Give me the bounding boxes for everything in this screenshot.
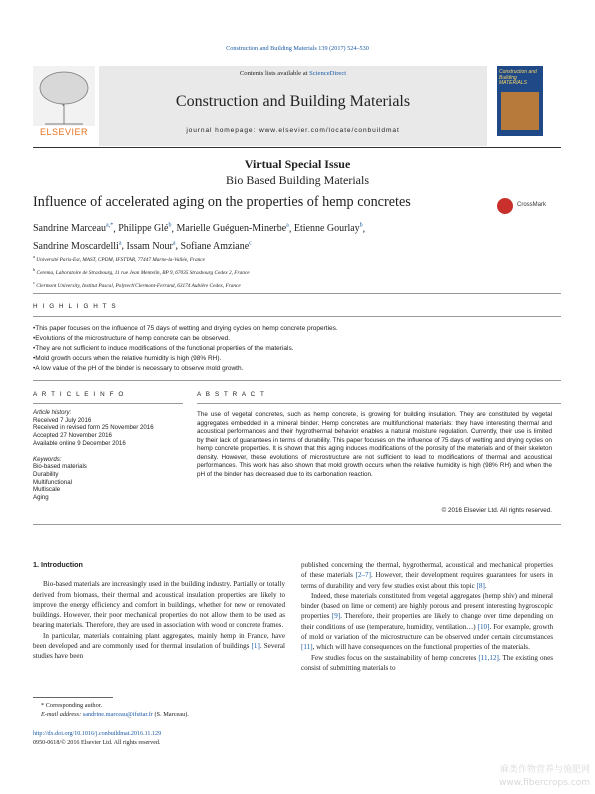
doi-block [33,730,293,747]
footnote-rule [33,697,113,698]
divider [33,403,183,404]
doi-link[interactable]: http://dx.doi.org/10.1016/j.conbuildmat.2016.11.129 [33,731,162,737]
journal-cover [497,66,543,136]
author[interactable]: Issam Nour$^a$ [126,240,176,252]
section-heading: 1. Introduction [33,560,83,569]
email-label: E-mail address: [41,711,83,718]
contents-available [99,70,487,77]
citation-link[interactable]: [1] [251,642,260,651]
abstract-heading: A B S T R A C T [197,391,266,398]
citation-link[interactable]: [11] [301,643,313,652]
paragraph: Bio-based materials are increasingly used in the building industry. Partially or totally derived from biomass, their thermal and acoustical insulation properties are likely to improve the energy efficiency and comfort in buildings, whether for new or renovated buildings. However, their poor mechanical properties do not allow them to be used as bearing materials. Therefore, they are used in association with wood or concrete frames. [33,580,285,630]
keyword: Bio-based materials [33,463,87,471]
homepage-prefix: journal homepage: [186,127,259,134]
watermark: 麻类作物营养与施肥网 www.fibercrops.com [499,765,590,788]
special-issue-subtitle: Bio Based Building Materials [226,173,369,187]
article-title: Influence of accelerated aging on the properties of hemp concretes [33,194,411,210]
history-item: Received 7 July 2016 [33,416,92,424]
highlights-list [33,324,561,374]
body-right-column [301,560,553,673]
paragraph: Few studies focus on the sustainability of hemp concretes [11,12]. The existing ones consist of submitting materials to [301,653,553,672]
divider [197,403,561,404]
keyword: Multifunctional [33,478,72,486]
keyword: Aging [33,494,49,502]
highlight-item: • Evolutions of the microstructure of hemp concrete can be observed. [33,334,561,344]
abstract-copyright: © 2016 Elsevier Ltd. All rights reserved. [441,507,552,514]
history-item: Available online 9 December 2016 [33,439,126,447]
affiliation: $^a$ Université Paris-Est, MAST, CPDM, IFSTTAR, 77447 Marne-la-Vallée, France [33,254,205,263]
keywords-label: Keywords: [33,455,62,463]
cover-title: Construction and Building MATERIALS [499,69,537,87]
body-left-column [33,560,285,662]
author[interactable]: Philippe Glé$^b$ [118,223,172,235]
header-rule [33,147,561,148]
rights-statement: 0950-0618/© 2016 Elsevier Ltd. All rights reserved. [33,739,161,746]
citation-link[interactable]: [2–7] [355,571,371,580]
article-info [33,409,173,502]
citation-link[interactable]: [11,12] [478,653,499,662]
author[interactable]: Marielle Guéguen-Minerbe$^a$ [176,223,289,235]
paragraph: Indeed, these materials constituted from vegetal aggregates (hemp shiv) and mineral binder (based on lime or cement) are highly porous and present interesting hygroscopic properties [9]. Therefore, their properties are likely to change over time depending on their conditions of use (temperature, humidity, ventilation…) [10]. For example, growth of mold or variation of the microstructure can be observed under certain circumstances [11], which will have consequences on the functional properties of the materials. [301,591,554,652]
highlights-heading: H I G H L I G H T S [33,303,118,310]
crossmark-label: CrossMark [517,202,547,208]
sciencedirect-link[interactable]: ScienceDirect [309,70,347,77]
history-label: Article history: [33,409,72,416]
paragraph: In particular, materials containing plant aggregates, mainly hemp in France, have been developed and are commonly used for thermal insulation of buildings [1]. Several studies have been [33,631,285,661]
author-list: Sandrine Marceau$^{a,*}$, Philippe Glé$^b$, Marielle Guéguen-Minerbe$^a$, Etienne Gourlay$^b$, Sandrine Moscardelli$^a$, Issam Nour$^a$, Sofiane Amziane$^c$ [33,223,366,252]
divider [33,316,561,317]
contents-prefix: Contents lists available at [239,70,310,77]
journal-homepage [99,127,487,134]
paragraph: published concerning the thermal, hygrothermal, acoustical and mechanical properties of these materials [2–7]. However, their development requires guarantees for users in terms of durability and very few studies exist about this topic [8]. [301,561,553,590]
highlight-item: • This paper focuses on the influence of 75 days of wetting and drying cycles on hemp concrete properties. [33,324,561,334]
crossmark-badge[interactable] [497,198,557,216]
journal-citation: Construction and Building Materials 139 (2017) 524–530 [226,45,369,52]
history-item: Received in revised form 25 November 2016 [33,424,154,432]
affiliation: $^c$ Clermont University, Institut Pascal, Polytech'Clermont-Ferrand, 63174 Aubière Cedex, France [33,279,241,289]
author[interactable]: Etienne Gourlay$^b$ [293,223,363,235]
divider [33,293,561,294]
history-item: Accepted 27 November 2016 [33,432,112,440]
author[interactable]: Sandrine Moscardelli$^a$ [33,240,122,252]
article-info-heading: A R T I C L E I N F O [33,391,125,398]
divider [33,380,561,381]
email-link[interactable]: sandrine.marceau@ifsttar.fr [82,711,153,718]
elsevier-tree-logo [33,66,95,126]
abstract-text: The use of vegetal concretes, such as hemp concrete, is growing for building insulation. They are constituted by vegetal aggregates embedded in a mineral binder. Hemp concretes are multifunctional materials: they have interesting thermal and acoustical performances and their hygrothermal behavior enables a natural moisture regulation. Currently, their use is limited by their lack of guarantees in terms of durability. This paper focuses on the influence of 75 days of wetting and drying cycles on hemp concrete properties. It is shown that this aging induces modifications of the porosity of the materials and of their skeleton density. However, these evolutions of microstructure are not sufficient to lead to modifications of thermal and acoustical performances. This work has also shown that mold growth occurs when the relative humidity is high (98% RH) and when the pH of the binder has decreased due to its carbonation reaction. [197,411,552,478]
cover-image [501,92,539,130]
citation-link[interactable]: [9] [331,612,341,621]
keyword: Durability [33,470,59,478]
citation-link[interactable]: [8] [476,581,485,590]
special-issue-title: Virtual Special Issue [244,157,351,171]
author[interactable]: Sofiane Amziane$^c$ [180,240,252,252]
crossmark-icon [497,198,513,214]
highlight-item: • A low value of the pH of the binder is necessary to observe mold growth. [33,364,561,374]
homepage-link[interactable]: www.elsevier.com/locate/conbuildmat [258,127,400,134]
highlight-item: • They are not sufficient to induce modifications of the functional properties of the materials. [33,344,561,354]
affiliations [33,252,503,290]
keyword: Multiscale [33,486,61,494]
corresponding-author: * Corresponding author. [41,702,103,709]
footnote: * Corresponding author. E-mail address: sandrine.marceau@ifsttar.fr (S. Marceau). [33,701,285,719]
journal-name: Construction and Building Materials [175,93,411,110]
author[interactable]: Sandrine Marceau$^{a,*}$ [33,223,114,235]
elsevier-wordmark: ELSEVIER [39,127,89,137]
citation-link[interactable]: [10] [477,622,490,631]
divider [33,524,561,525]
affiliation: $^b$ Cerema, Laboratoire de Strasbourg, 11 rue Jean Mentelin, BP 9, 67035 Strasbourg Cedex 2, France [33,266,250,276]
highlight-item: • Mold growth occurs when the relative humidity is high (98% RH). [33,354,561,364]
